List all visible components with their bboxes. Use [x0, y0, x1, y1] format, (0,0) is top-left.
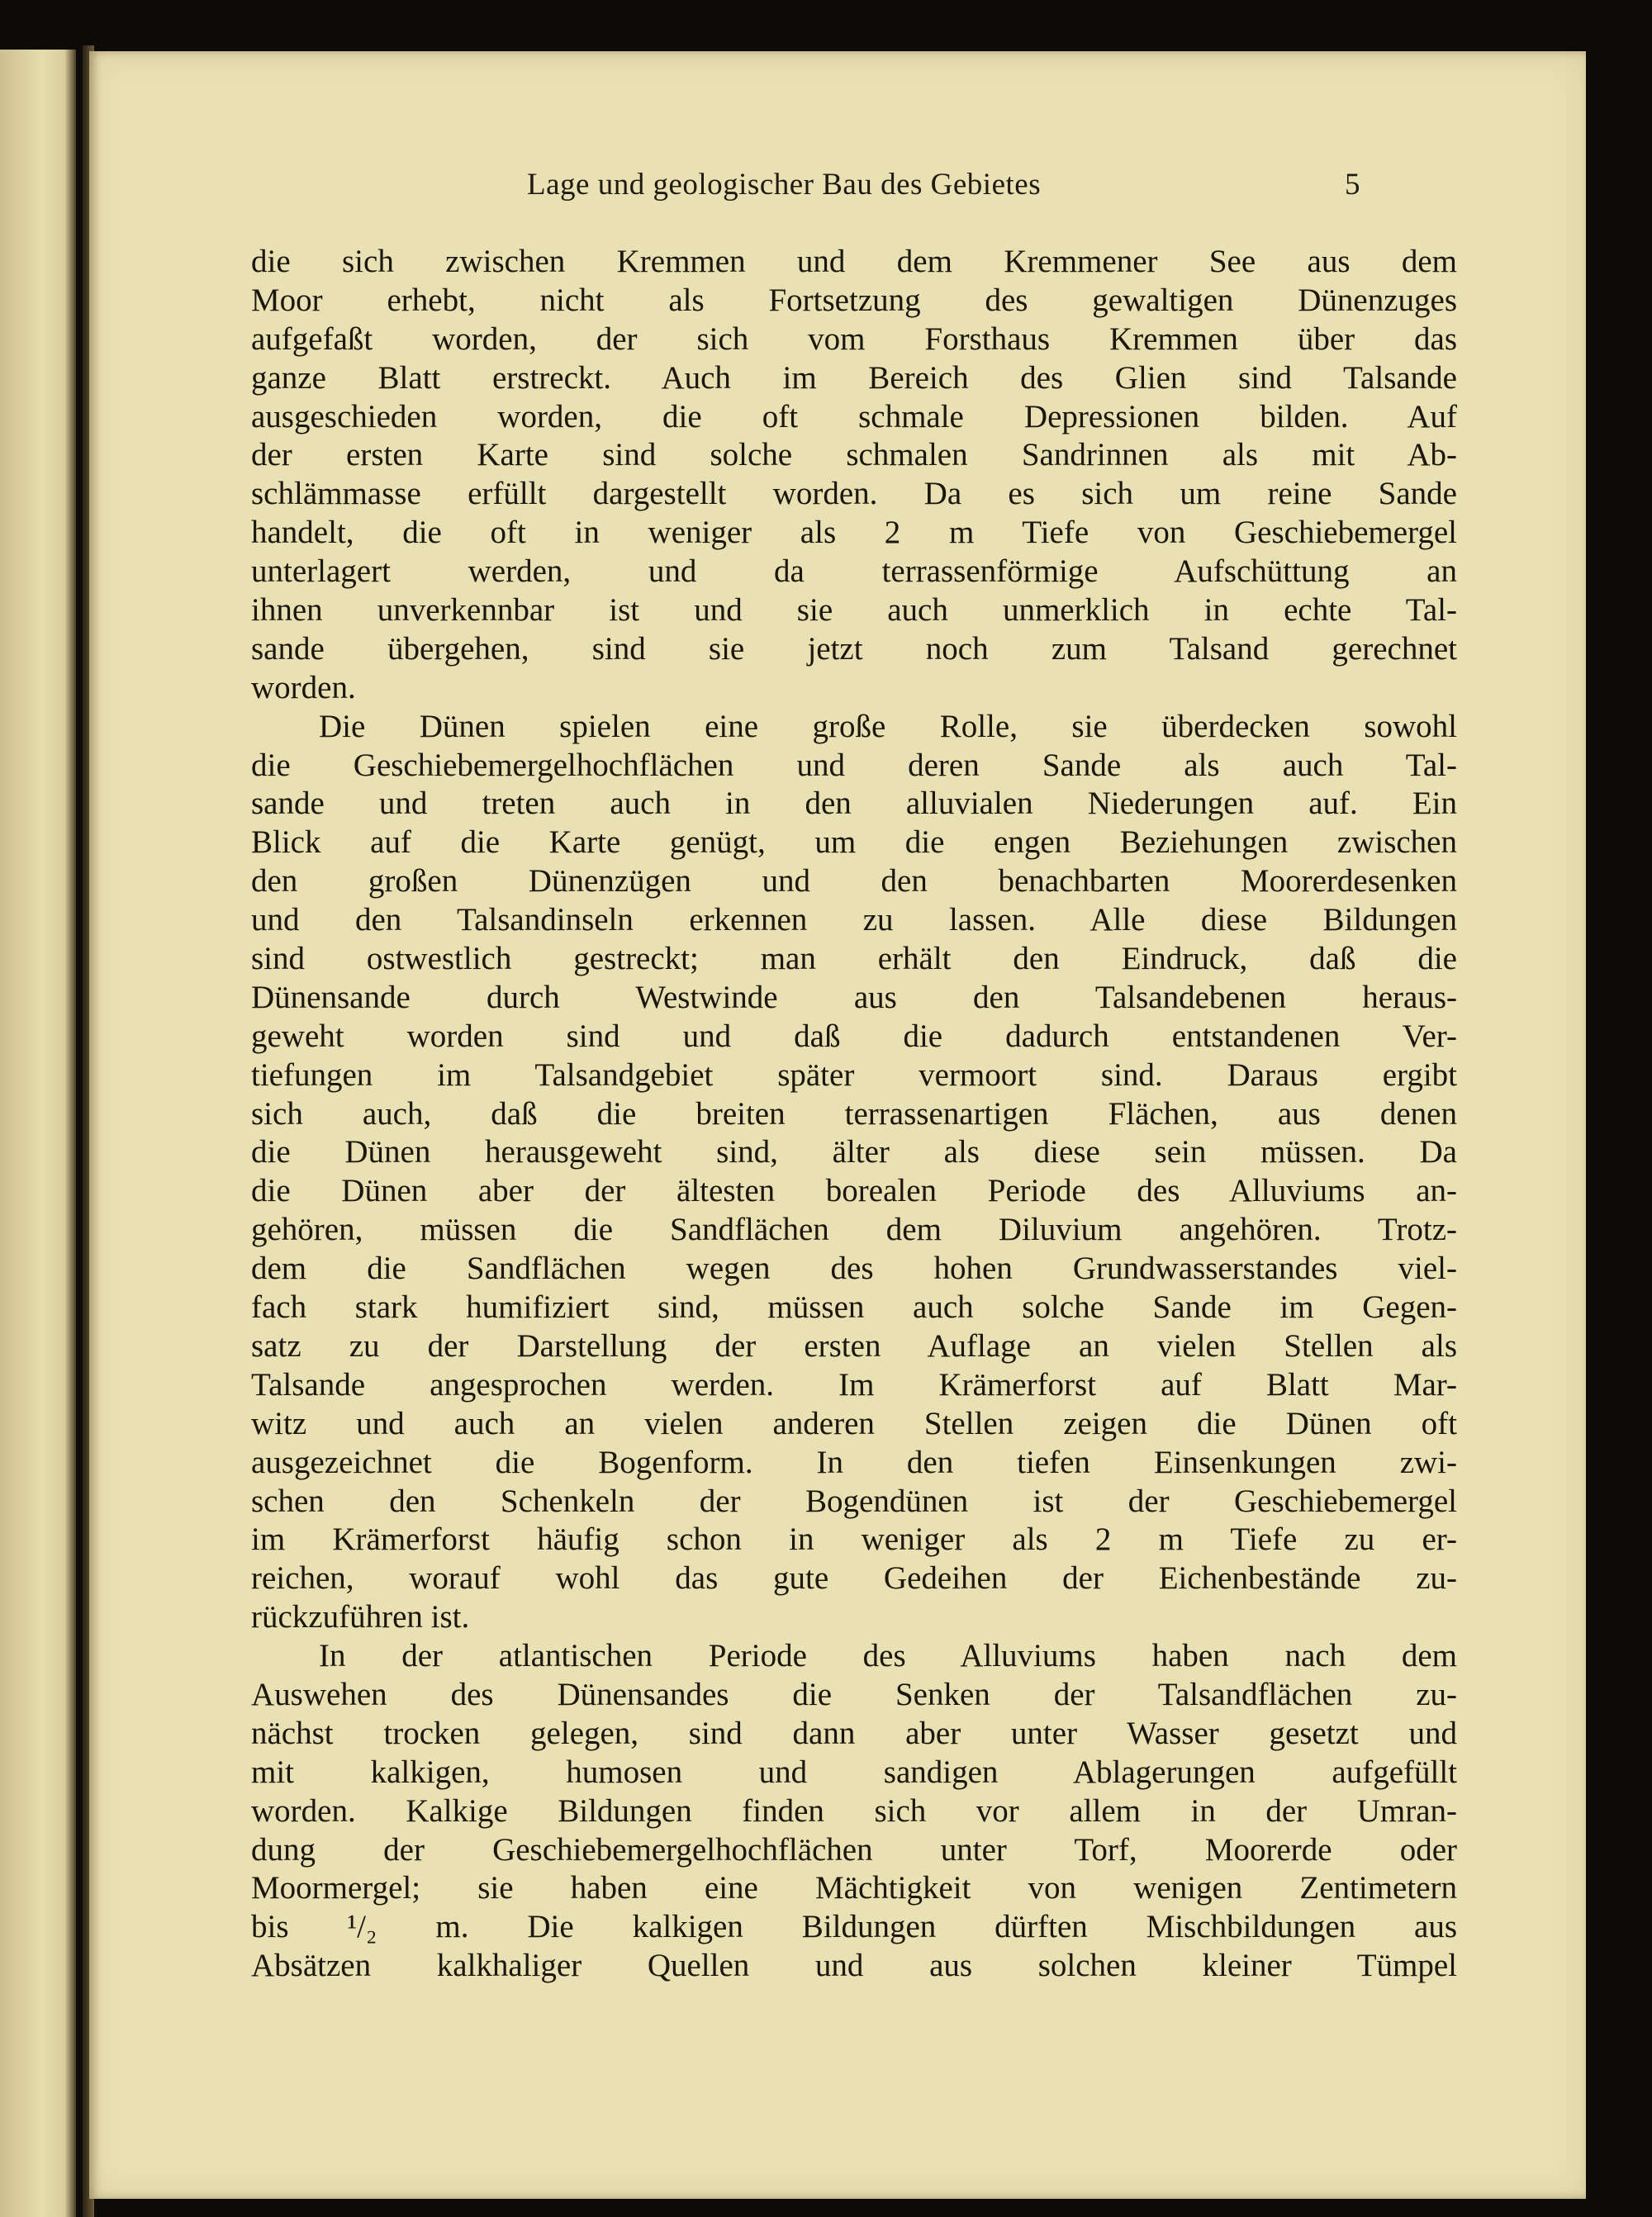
text-line: ganze Blatt erstreckt. Auch im Bereich des Glien sind Talsande	[251, 359, 1457, 396]
text-line: im Krämerforst häufig schon in weniger als 2 m Tiefe zu er-	[251, 1522, 1457, 1558]
text-line: unterlagert werden, und da terrassenförmige Aufschüttung an	[251, 553, 1457, 590]
text-line: Die Dünen spielen eine große Rolle, sie überdecken sowohl	[319, 708, 1457, 744]
text-line: und den Talsandinseln erkennen zu lassen. Alle diese Bildungen	[251, 902, 1457, 938]
text-line: schlämmasse erfüllt dargestellt worden. Da es sich um reine Sande	[251, 476, 1457, 512]
page-number: 5	[1345, 168, 1360, 202]
text-line: Moor erhebt, nicht als Fortsetzung des gewaltigen Dünenzuges	[251, 282, 1457, 318]
text-line: worden.	[251, 669, 356, 705]
text-line: worden. Kalkige Bildungen finden sich vor allem in der Umran-	[251, 1792, 1457, 1829]
text-line: ausgezeichnet die Bogenform. In den tiefen Einsenkungen zwi-	[251, 1444, 1457, 1480]
text-line: Dünensande durch Westwinde aus den Talsandebenen heraus-	[251, 979, 1457, 1015]
text-line: nächst trocken gelegen, sind dann aber unter Wasser gesetzt und	[251, 1715, 1457, 1751]
previous-page-edge	[0, 50, 76, 2217]
text-line: Absätzen kalkhaliger Quellen und aus solchen kleiner Tümpel	[251, 1948, 1457, 1984]
running-head-title: Lage und geologischer Bau des Gebietes	[527, 168, 1042, 202]
text-line: witz und auch an vielen anderen Stellen zeigen die Dünen oft	[251, 1405, 1457, 1441]
text-line: die sich zwischen Kremmen und dem Kremmener See aus dem	[251, 244, 1457, 279]
text-line: dung der Geschiebemergelhochflächen unter Torf, Moorerde oder	[251, 1831, 1457, 1868]
text-line: geweht worden sind und daß die dadurch entstandenen Ver-	[251, 1018, 1457, 1054]
text-line: fach stark humifiziert sind, müssen auch solche Sande im Gegen-	[251, 1289, 1457, 1326]
body-text	[251, 243, 1457, 1986]
text-line: der ersten Karte sind solche schmalen Sandrinnen als mit Ab-	[251, 437, 1457, 473]
text-line: reichen, worauf wohl das gute Gedeihen der Eichenbestände zu-	[251, 1560, 1457, 1597]
text-line: Blick auf die Karte genügt, um die engen Beziehungen zwischen	[251, 824, 1457, 861]
text-line: dem die Sandflächen wegen des hohen Grundwasserstandes viel-	[251, 1251, 1457, 1287]
running-head	[89, 167, 1586, 203]
text-line: Moormergel; sie haben eine Mächtigkeit von wenigen Zentimetern	[251, 1870, 1457, 1906]
text-line: sande und treten auch in den alluvialen Niederungen auf. Ein	[251, 786, 1457, 822]
text-line: Talsande angesprochen werden. Im Krämerforst auf Blatt Mar-	[251, 1366, 1457, 1403]
text-line: handelt, die oft in weniger als 2 m Tiefe von Geschiebemergel	[251, 515, 1457, 551]
text-line: rückzuführen ist.	[251, 1599, 470, 1635]
text-line: sind ostwestlich gestreckt; man erhält den Eindruck, daß die	[251, 941, 1457, 977]
text-line: Auswehen des Dünensandes die Senken der Talsandflächen zu-	[251, 1676, 1457, 1712]
text-line: ausgeschieden worden, die oft schmale Depressionen bilden. Auf	[251, 398, 1457, 434]
text-line: satz zu der Darstellung der ersten Auflage an vielen Stellen als	[251, 1327, 1457, 1364]
text-line: den großen Dünenzügen und den benachbarten Moorerdesenken	[251, 863, 1457, 900]
text-line: die Dünen aber der ältesten borealen Periode des Alluviums an-	[251, 1173, 1457, 1209]
text-line: mit kalkigen, humosen und sandigen Ablagerungen aufgefüllt	[251, 1754, 1457, 1790]
text-line: sande übergehen, sind sie jetzt noch zum Talsand gerechnet	[251, 630, 1457, 667]
text-line: In der atlantischen Periode des Alluviums haben nach dem	[319, 1638, 1457, 1674]
text-line: gehören, müssen die Sandflächen dem Diluvium angehören. Trotz-	[251, 1212, 1457, 1248]
book-page	[89, 51, 1586, 2199]
text-line: aufgefaßt worden, der sich vom Forsthaus Kremmen über das	[251, 320, 1457, 357]
text-line: die Dünen herausgeweht sind, älter als diese sein müssen. Da	[251, 1134, 1457, 1170]
text-line: tiefungen im Talsandgebiet später vermoort sind. Daraus ergibt	[251, 1056, 1457, 1093]
text-line: sich auch, daß die breiten terrassenartigen Flächen, aus denen	[251, 1095, 1457, 1132]
text-line: schen den Schenkeln der Bogendünen ist der Geschiebemergel	[251, 1483, 1457, 1519]
text-line: ihnen unverkennbar ist und sie auch unmerklich in echte Tal-	[251, 592, 1457, 629]
text-line: die Geschiebemergelhochflächen und deren Sande als auch Tal-	[251, 747, 1457, 783]
text-line: bis ¹/₂ m. Die kalkigen Bildungen dürften Mischbildungen aus	[251, 1909, 1457, 1945]
